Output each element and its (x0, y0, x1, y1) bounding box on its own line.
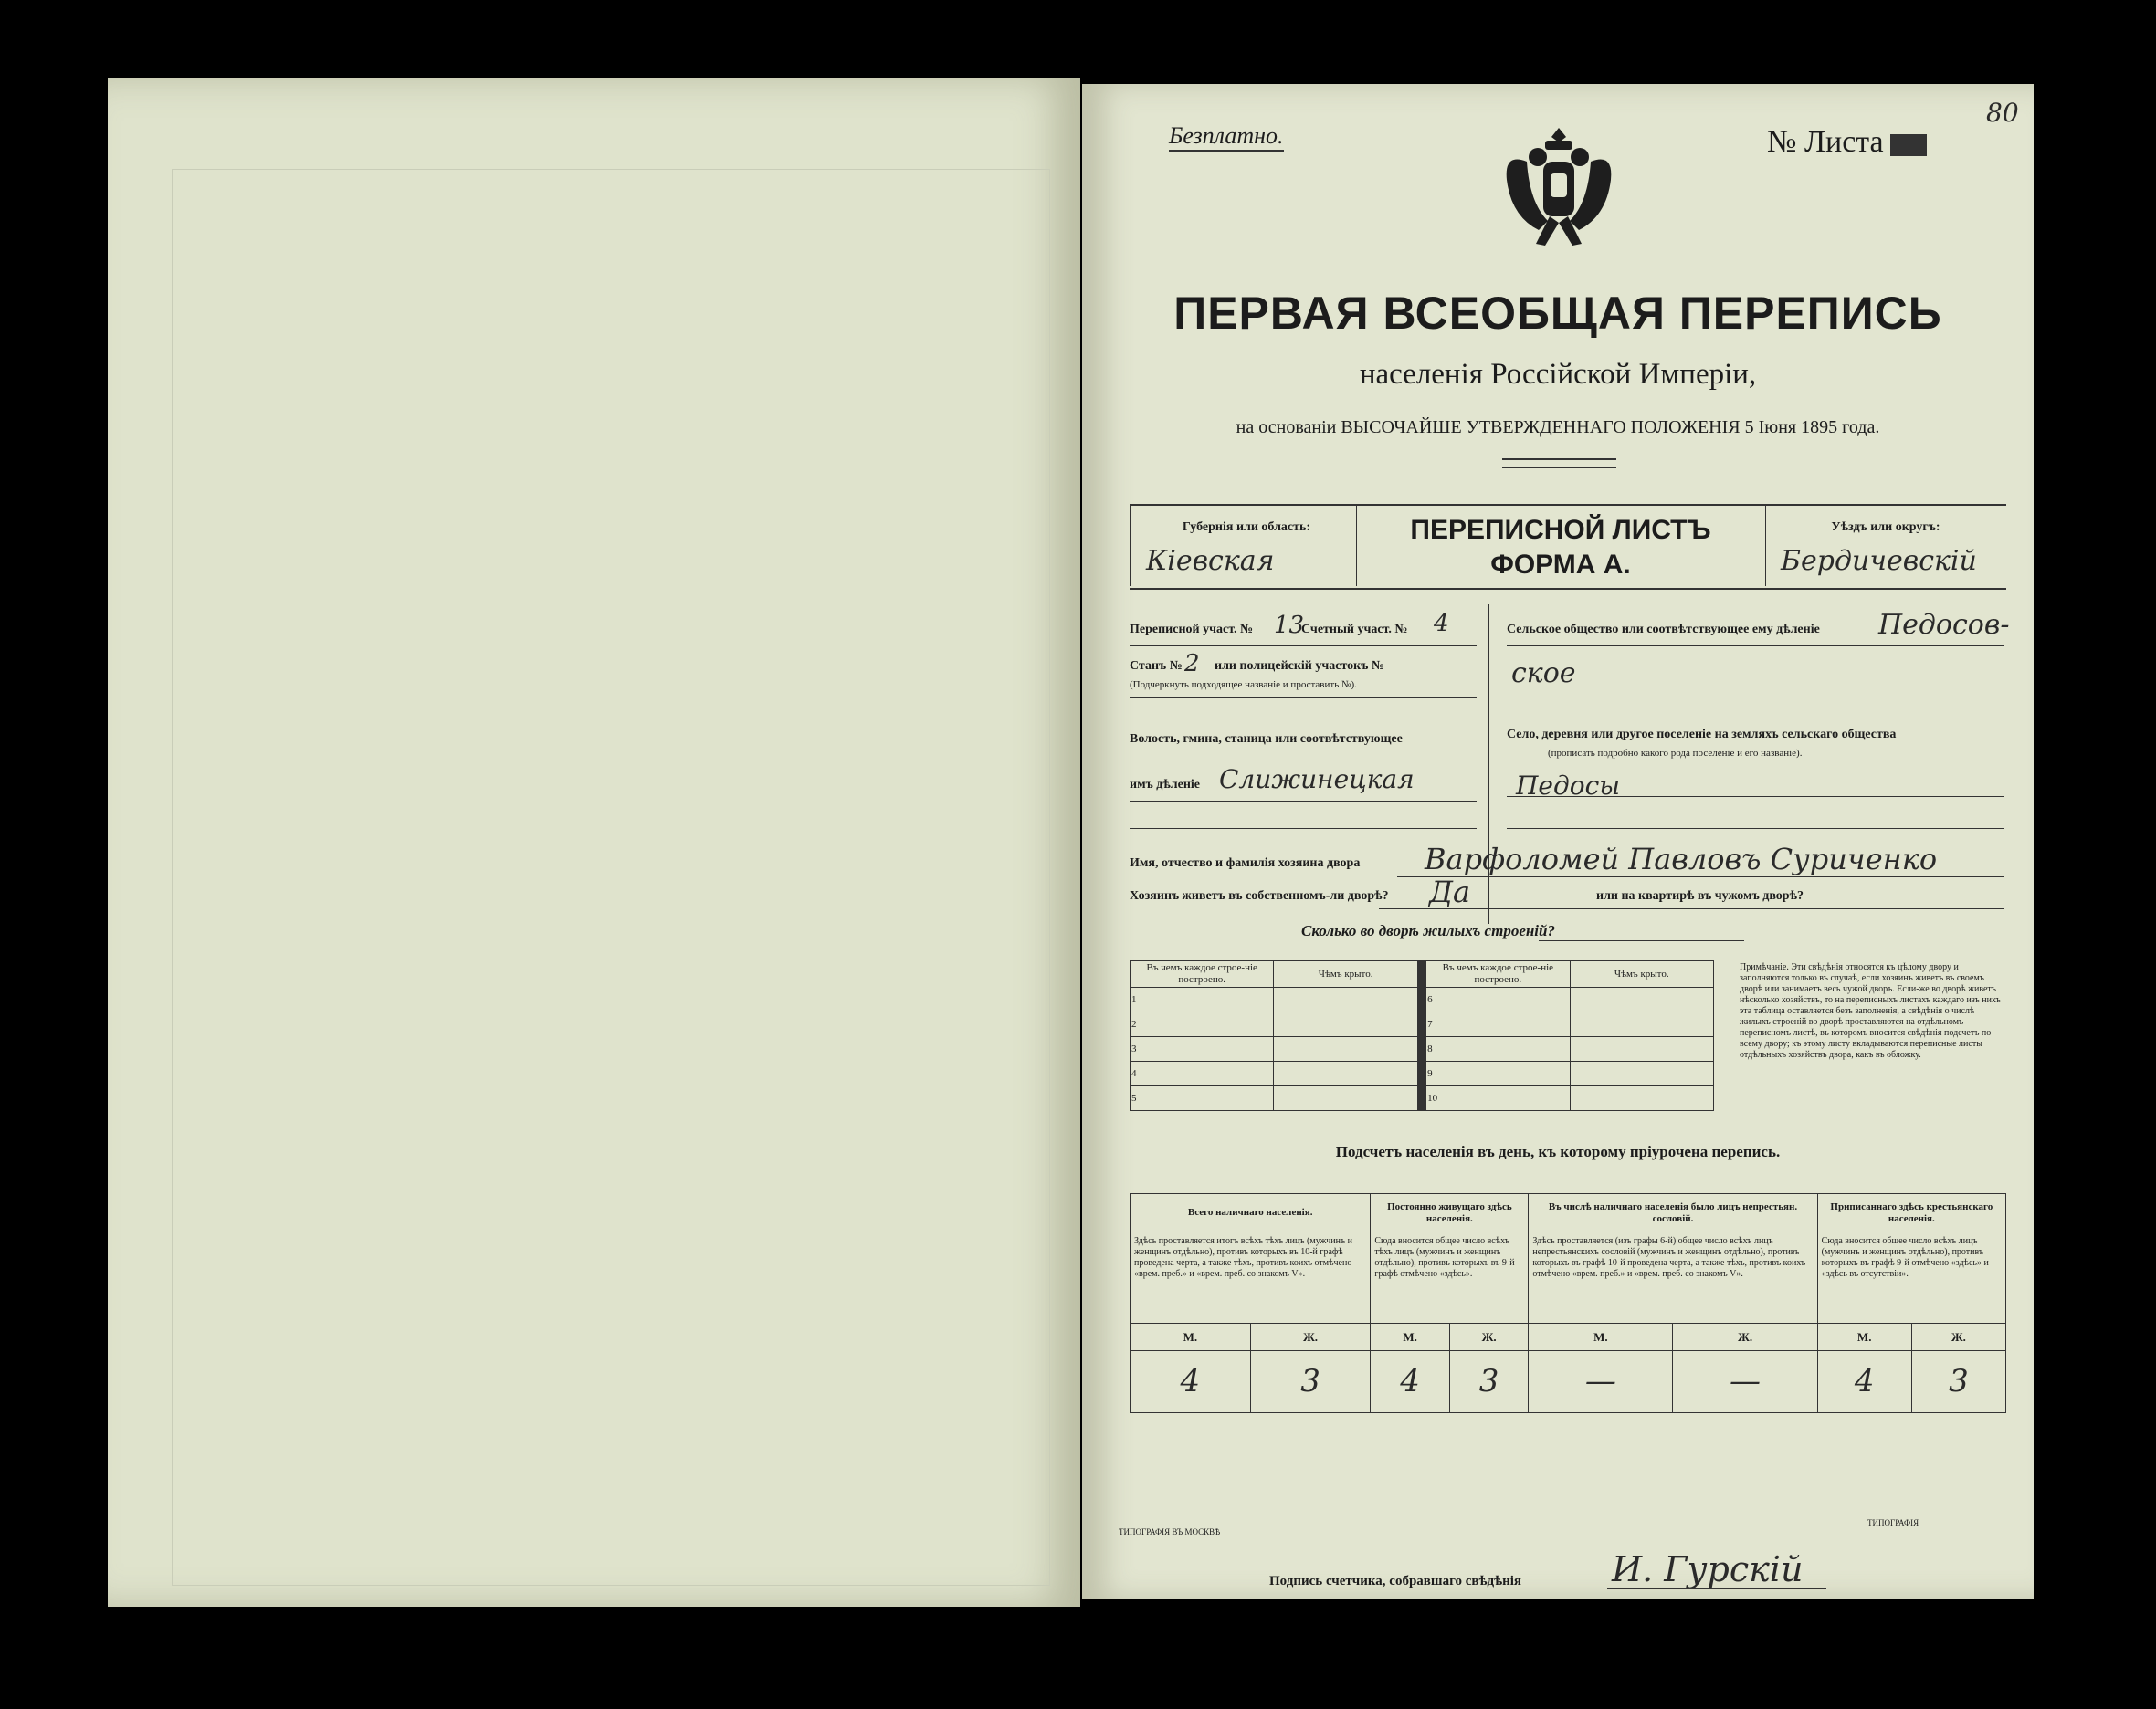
group-title: Въ числѣ наличнаго населенія было лицъ непрестьян. сословій. (1529, 1194, 1817, 1232)
form-subtitle: населенія Россійской Имперіи, (1359, 358, 1757, 391)
volost-label: Волость, гмина, станица или соотвѣтствующее (1130, 732, 1403, 746)
census-form-page (1082, 84, 2034, 1599)
census-district-label: Переписной участ. № (1130, 623, 1254, 636)
buildings-row-number: 7 (1426, 1012, 1570, 1037)
printer-imprint-right: ТИПОГРАФІЯ (1867, 1518, 1919, 1527)
female-label: Ж. (1250, 1324, 1371, 1351)
buildings-row-number: 10 (1426, 1086, 1570, 1111)
form-title-1: ПЕРЕПИСНОЙ ЛИСТЪ (1410, 515, 1711, 545)
buildings-col-roof-2: Чѣмъ крыто. (1570, 961, 1713, 988)
left-page (108, 78, 1080, 1607)
population-table (1130, 1193, 2006, 1413)
population-value: 3 (1250, 1351, 1371, 1413)
group-title: Всего наличнаго населенія. (1131, 1194, 1371, 1232)
page-number: 80 (1986, 98, 2019, 128)
buildings-row-number: 1 (1131, 988, 1274, 1012)
group-desc: Здѣсь проставляется (изъ графы 6-й) общее число всѣхъ лицъ непрестьянскихъ сословій (мужчинъ и женщинъ отдѣльно), противъ которыхъ въ графѣ 10-й проведена черта, а также тѣхъ, противъ коихъ отмѣчено «врем. преб.» и «врем. преб. со знакомъ V». (1529, 1232, 1817, 1324)
free-label: Безплатно. (1169, 122, 1284, 152)
group-desc: Здѣсь проставляется итогъ всѣхъ тѣхъ лицъ (мужчинъ и женщинъ отдѣльно), противъ которыхъ въ 10-й графѣ проведена черта, а также тѣхъ, противъ коихъ отмѣчено «врем. преб.» и «врем. преб. со знакомъ V». (1131, 1232, 1371, 1324)
form-basis: на основаніи ВЫСОЧАЙШЕ УТВЕРЖДЕННАГО ПОЛОЖЕНІЯ 5 Іюня 1895 года. (1236, 417, 1880, 437)
province-label: Губернія или область: (1182, 520, 1311, 534)
own-yard-label: Хозяинъ живетъ въ собственномъ-ли дворѣ? (1130, 889, 1389, 903)
buildings-label: Сколько во дворѣ жилыхъ строеній? (1301, 922, 1555, 939)
buildings-row-number: 6 (1426, 988, 1570, 1012)
volost-label-2: имъ дѣленіе (1130, 778, 1200, 792)
buildings-row-number: 2 (1131, 1012, 1274, 1037)
population-value: — (1673, 1351, 1817, 1413)
population-value: 4 (1817, 1351, 1911, 1413)
female-label: Ж. (1673, 1324, 1817, 1351)
population-title: Подсчетъ населенія въ день, къ которому пріурочена перепись. (1335, 1143, 1781, 1160)
signature-label: Подпись счетчика, собравшаго свѣдѣнія (1269, 1574, 1522, 1588)
buildings-note: Примѣчаніе. Эти свѣдѣнія относятся къ цѣлому двору и заполняются только въ случаѣ, если хозяинъ живетъ въ своемъ дворѣ или занимаетъ весь чужой дворъ. Если-же во дворѣ живетъ нѣсколько хозяйствъ, то на переписныхъ листахъ каждаго изъ нихъ эта таблица оставляется безъ заполненія, а свѣдѣнія о числѣ жилыхъ строеній во дворѣ проставляются на отдѣльномъ переписномъ листѣ, въ которомъ вносится свѣдѣнія подсчетъ по всему двору; къ этому листу вкладываются переписные листы отдѣльныхъ хозяйствъ двора, какъ въ обложку. (1740, 962, 2001, 1060)
population-value: 4 (1371, 1351, 1450, 1413)
owner-name-value: Варфоломей Павловъ Суриченко (1425, 842, 1938, 876)
buildings-row-number: 3 (1131, 1037, 1274, 1062)
sheet-number-label: № Листа (1767, 125, 1884, 159)
buildings-row-number: 4 (1131, 1062, 1274, 1086)
census-district-value: 13 (1274, 612, 1305, 639)
population-value: 3 (1911, 1351, 2005, 1413)
buildings-row-number: 8 (1426, 1037, 1570, 1062)
buildings-col-material-2: Въ чемъ каждое строе-ніе построено. (1426, 961, 1570, 988)
male-label: М. (1817, 1324, 1911, 1351)
printer-imprint-left: ТИПОГРАФІЯ ВЪ МОСКВѢ (1119, 1527, 1221, 1536)
sheet-number-blot (1890, 134, 1927, 156)
rural-society-label: Сельское общество или соотвѣтствующее ему дѣленіе (1507, 623, 1820, 636)
owner-label: Имя, отчество и фамилія хозяина двора (1130, 856, 1361, 870)
signature-value: И. Гурскій (1612, 1549, 1804, 1589)
group-title: Приписаннаго здѣсь крестьянскаго населенія. (1817, 1194, 2005, 1232)
male-label: М. (1371, 1324, 1450, 1351)
underline-note: (Подчеркнуть подходящее названіе и проставить №). (1130, 679, 1357, 690)
rural-society-value-2: ское (1511, 657, 1576, 689)
form-main-title: ПЕРВАЯ ВСЕОБЩАЯ ПЕРЕПИСЬ (1173, 288, 1942, 339)
rented-label: или на квартирѣ въ чужомъ дворѣ? (1596, 889, 1804, 903)
rural-society-value-1: Педосов- (1878, 609, 2010, 641)
village-value: Педосы (1516, 771, 1621, 801)
count-district-value: 4 (1434, 610, 1449, 637)
buildings-col-roof: Чѣмъ крыто. (1274, 961, 1417, 988)
male-label: М. (1529, 1324, 1673, 1351)
buildings-table (1130, 960, 1714, 1111)
group-desc: Сюда вносится общее число всѣхъ тѣхъ лицъ (мужчинъ и женщинъ отдѣльно), противъ которыхъ въ 9-й графѣ отмѣчено «здѣсь». (1371, 1232, 1529, 1324)
population-value: 4 (1131, 1351, 1251, 1413)
stan-label: Станъ № (1130, 659, 1183, 673)
left-page-faint-grid (172, 169, 1050, 1586)
police-precinct-label: или полицейскій участокъ № (1215, 659, 1384, 673)
village-note: (прописать подробно какого рода поселеніе и его названіе). (1548, 748, 1803, 759)
female-label: Ж. (1449, 1324, 1529, 1351)
count-district-label: Счетный участ. № (1301, 623, 1408, 636)
group-title: Постоянно живущаго здѣсь населенія. (1371, 1194, 1529, 1232)
female-label: Ж. (1911, 1324, 2005, 1351)
population-value: — (1529, 1351, 1673, 1413)
district-label: Уѣздъ или округъ: (1831, 520, 1940, 534)
district-value: Бердичевскій (1781, 545, 1977, 577)
province-value: Кіевская (1146, 545, 1275, 577)
buildings-row-number: 9 (1426, 1062, 1570, 1086)
volost-value: Слижинецкая (1219, 764, 1415, 794)
village-label: Село, деревня или другое поселеніе на земляхъ сельскаго общества (1507, 728, 1897, 741)
buildings-col-material: Въ чемъ каждое строе-ніе построено. (1131, 961, 1274, 988)
form-title-2: ФОРМА А. (1490, 550, 1631, 580)
buildings-row-number: 5 (1131, 1086, 1274, 1111)
group-desc: Сюда вносится общее число всѣхъ лицъ (мужчинъ и женщинъ отдѣльно), противъ которыхъ въ графѣ 9-й отмѣчено «здѣсь» и «здѣсь въ отсутствіи». (1817, 1232, 2005, 1324)
stan-value: 2 (1184, 650, 1200, 677)
ornament-divider (1502, 458, 1616, 468)
male-label: М. (1131, 1324, 1251, 1351)
population-value: 3 (1449, 1351, 1529, 1413)
own-yard-value: Да (1429, 875, 1471, 909)
imperial-eagle-emblem (1499, 121, 1618, 257)
